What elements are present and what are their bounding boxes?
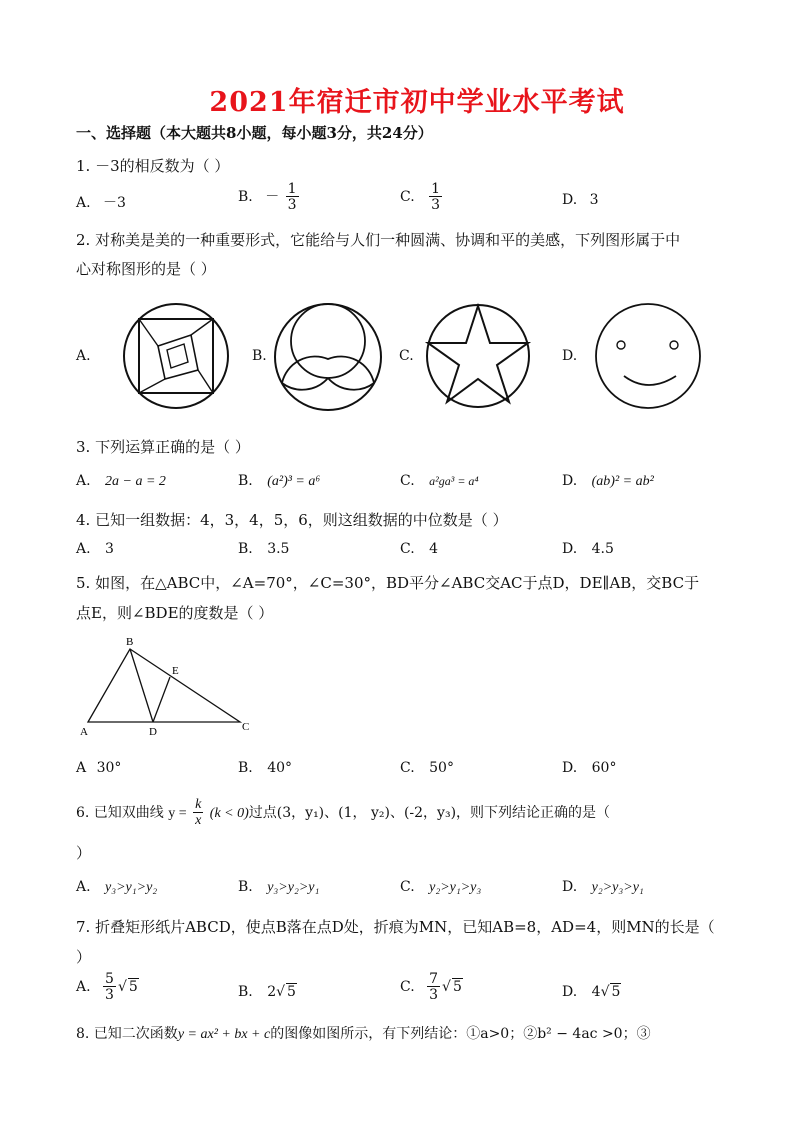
option-label: B. (238, 879, 253, 895)
q7-stem-line1: 7. 折叠矩形纸片ABCD，使点B落在点D处，折痕为MN，已知AB=8，AD=4，则MN的长是（ (76, 918, 715, 936)
fraction (103, 972, 116, 1002)
option-label: A. (76, 541, 91, 557)
option-label: C. (400, 879, 415, 895)
sqrt-icon: √ (600, 984, 610, 1000)
q6-func-cond: (k < 0) (209, 806, 249, 821)
option-text: y₂>y₁>y₃ (429, 880, 482, 895)
fraction (286, 182, 299, 212)
q6-option-b[interactable] (238, 879, 319, 896)
section-header: 一、选择题（本大题共8小题，每小题3分，共24分） (76, 124, 433, 142)
option-text: 4 (429, 541, 439, 557)
option-sign: － (265, 189, 280, 205)
q8-func: y = ax² + bx + c (177, 1027, 271, 1042)
denominator: x (195, 813, 202, 828)
q1-option-d[interactable] (562, 192, 599, 208)
option-text: 4.5 (591, 541, 614, 557)
option-expression: 2a − a = 2 (105, 474, 166, 489)
q7-option-b[interactable] (238, 984, 297, 1000)
option-label: B. (238, 984, 253, 1000)
q2-figure-d[interactable] (594, 302, 702, 410)
q6-func-lhs: y = (168, 806, 187, 821)
option-text: 40° (267, 760, 293, 776)
option-label: C. (400, 189, 415, 205)
fraction (429, 182, 442, 212)
q7-stem-line2: ） (76, 948, 92, 966)
option-label: B. (238, 189, 253, 205)
option-label: A (76, 760, 87, 776)
denominator: 3 (105, 987, 114, 1003)
option-label: D. (562, 473, 578, 489)
q4-option-c[interactable] (400, 541, 438, 557)
q1-stem: 1. －3的相反数为（ ） (76, 157, 230, 175)
option-text: 50° (429, 760, 454, 776)
fraction (427, 972, 440, 1002)
q2-figure-b[interactable] (272, 302, 384, 412)
q5-option-c[interactable] (400, 760, 454, 776)
option-text: y₃>y₂>y₁ (267, 880, 320, 895)
denominator: 3 (429, 987, 439, 1003)
q1-option-a[interactable] (76, 192, 126, 212)
option-label: A. (76, 473, 91, 489)
q2-stem-line2: 心对称图形的是（ ） (76, 260, 216, 278)
q2-figure-a[interactable] (122, 302, 230, 410)
q5-triangle-figure (72, 632, 262, 742)
option-text: 60° (591, 760, 617, 776)
option-text: 3 (105, 541, 114, 557)
sqrt-icon: √ (442, 979, 451, 995)
q2-option-c-label[interactable]: C. (399, 348, 414, 364)
option-label: D. (562, 760, 578, 776)
radicand: 5 (452, 979, 462, 995)
numerator: 5 (105, 971, 114, 987)
coefficient: 2 (267, 984, 277, 1000)
option-label: C. (400, 541, 415, 557)
option-label: C. (400, 473, 415, 489)
option-label: D. (562, 192, 578, 208)
option-text: 30° (96, 760, 122, 776)
q6-option-a[interactable] (76, 879, 157, 896)
denominator: 3 (431, 197, 441, 213)
radicand: 5 (287, 984, 296, 1000)
q5-stem-line2: 点E，则∠BDE的度数是（ ） (76, 604, 274, 622)
q2-stem-line1: 2. 对称美是美的一种重要形式，它能给与人们一种圆满、协调和平的美感，下列图形属于中 (76, 231, 681, 249)
numerator: 1 (431, 181, 441, 197)
option-label: C. (400, 760, 415, 776)
coefficient: 4 (591, 984, 601, 1000)
vertex-label-d: D (149, 726, 157, 738)
sqrt-icon: √ (117, 979, 127, 995)
vertex-label-a: A (80, 726, 88, 738)
option-expression: a²ga³ = a⁴ (429, 474, 479, 488)
vertex-label-e: E (172, 665, 179, 677)
option-text: y₃>y₁>y₂ (105, 880, 158, 895)
option-text: 3.5 (267, 541, 290, 557)
option-label: A. (76, 979, 91, 995)
option-label: B. (238, 760, 253, 776)
option-text: －3 (103, 195, 126, 211)
option-label: B. (238, 473, 253, 489)
denominator: 3 (287, 197, 297, 213)
q2-figure-c[interactable] (424, 302, 532, 410)
page-title: 2021年宿迁市初中学业水平考试 (209, 87, 625, 118)
q4-option-d[interactable] (562, 541, 614, 557)
q6-stem (76, 798, 610, 828)
q5-option-b[interactable] (238, 760, 292, 776)
q6-stem-prefix: 6. 已知双曲线 (76, 805, 164, 821)
sqrt-icon: √ (276, 984, 286, 1000)
vertex-label-c: C (242, 721, 250, 733)
q5-option-a[interactable] (76, 760, 121, 776)
fraction (193, 798, 203, 828)
q2-option-d-label[interactable]: D. (562, 348, 578, 364)
q7-option-a[interactable] (76, 972, 139, 1002)
option-label: D. (562, 879, 578, 895)
q4-option-b[interactable] (238, 541, 289, 557)
q6-option-d[interactable] (562, 879, 644, 896)
vertex-label-b: B (126, 636, 134, 648)
q6-option-c[interactable] (400, 879, 481, 896)
q3-option-d[interactable] (562, 473, 654, 490)
q2-option-b-label[interactable]: B. (252, 348, 267, 364)
option-expression: (ab)² = ab² (591, 474, 654, 489)
q3-stem: 3. 下列运算正确的是（ ） (76, 438, 250, 456)
numerator: 7 (429, 971, 439, 987)
option-text: y₂>y₃>y₁ (591, 880, 644, 895)
numerator: k (195, 797, 202, 812)
numerator: 1 (287, 181, 297, 197)
q6-stem-suffix: 过点(3，y₁)、(1， y₂)、(-2，y₃)，则下列结论正确的是（ (248, 805, 611, 821)
q3-option-b[interactable] (238, 473, 320, 490)
option-text: 3 (589, 192, 599, 208)
q1-option-b[interactable] (238, 182, 301, 212)
q5-stem-line1: 5. 如图，在△ABC中，∠A=70°，∠C=30°，BD平分∠ABC交AC于点D，DE∥AB，交BC于 (76, 574, 700, 592)
option-label: D. (562, 541, 578, 557)
option-expression: (a²)³ = a⁶ (267, 474, 321, 489)
option-label: A. (76, 195, 91, 211)
q7-option-c[interactable] (400, 972, 463, 1002)
radicand: 5 (128, 979, 138, 995)
q8-stem-prefix: 8. 已知二次函数 (76, 1026, 178, 1042)
q4-stem: 4. 已知一组数据：4，3，4，5，6，则这组数据的中位数是（ ） (76, 511, 508, 529)
q7-option-d[interactable] (562, 984, 621, 1000)
radicand: 5 (611, 984, 621, 1000)
q3-option-c[interactable] (400, 473, 479, 489)
option-label: A. (76, 879, 91, 895)
option-label: D. (562, 984, 578, 1000)
q6-stem-line2: ） (76, 844, 92, 862)
q8-stem (76, 1023, 651, 1043)
q4-option-a[interactable] (76, 541, 114, 557)
option-label: C. (400, 979, 415, 995)
q8-stem-suffix: 的图像如图所示，有下列结论：①a>0；②b² − 4ac >0；③ (270, 1026, 651, 1042)
option-label: B. (238, 541, 253, 557)
q3-option-a[interactable] (76, 473, 166, 490)
q1-option-c[interactable] (400, 182, 444, 212)
q5-option-d[interactable] (562, 760, 616, 776)
q2-option-a-label[interactable]: A. (76, 348, 91, 364)
